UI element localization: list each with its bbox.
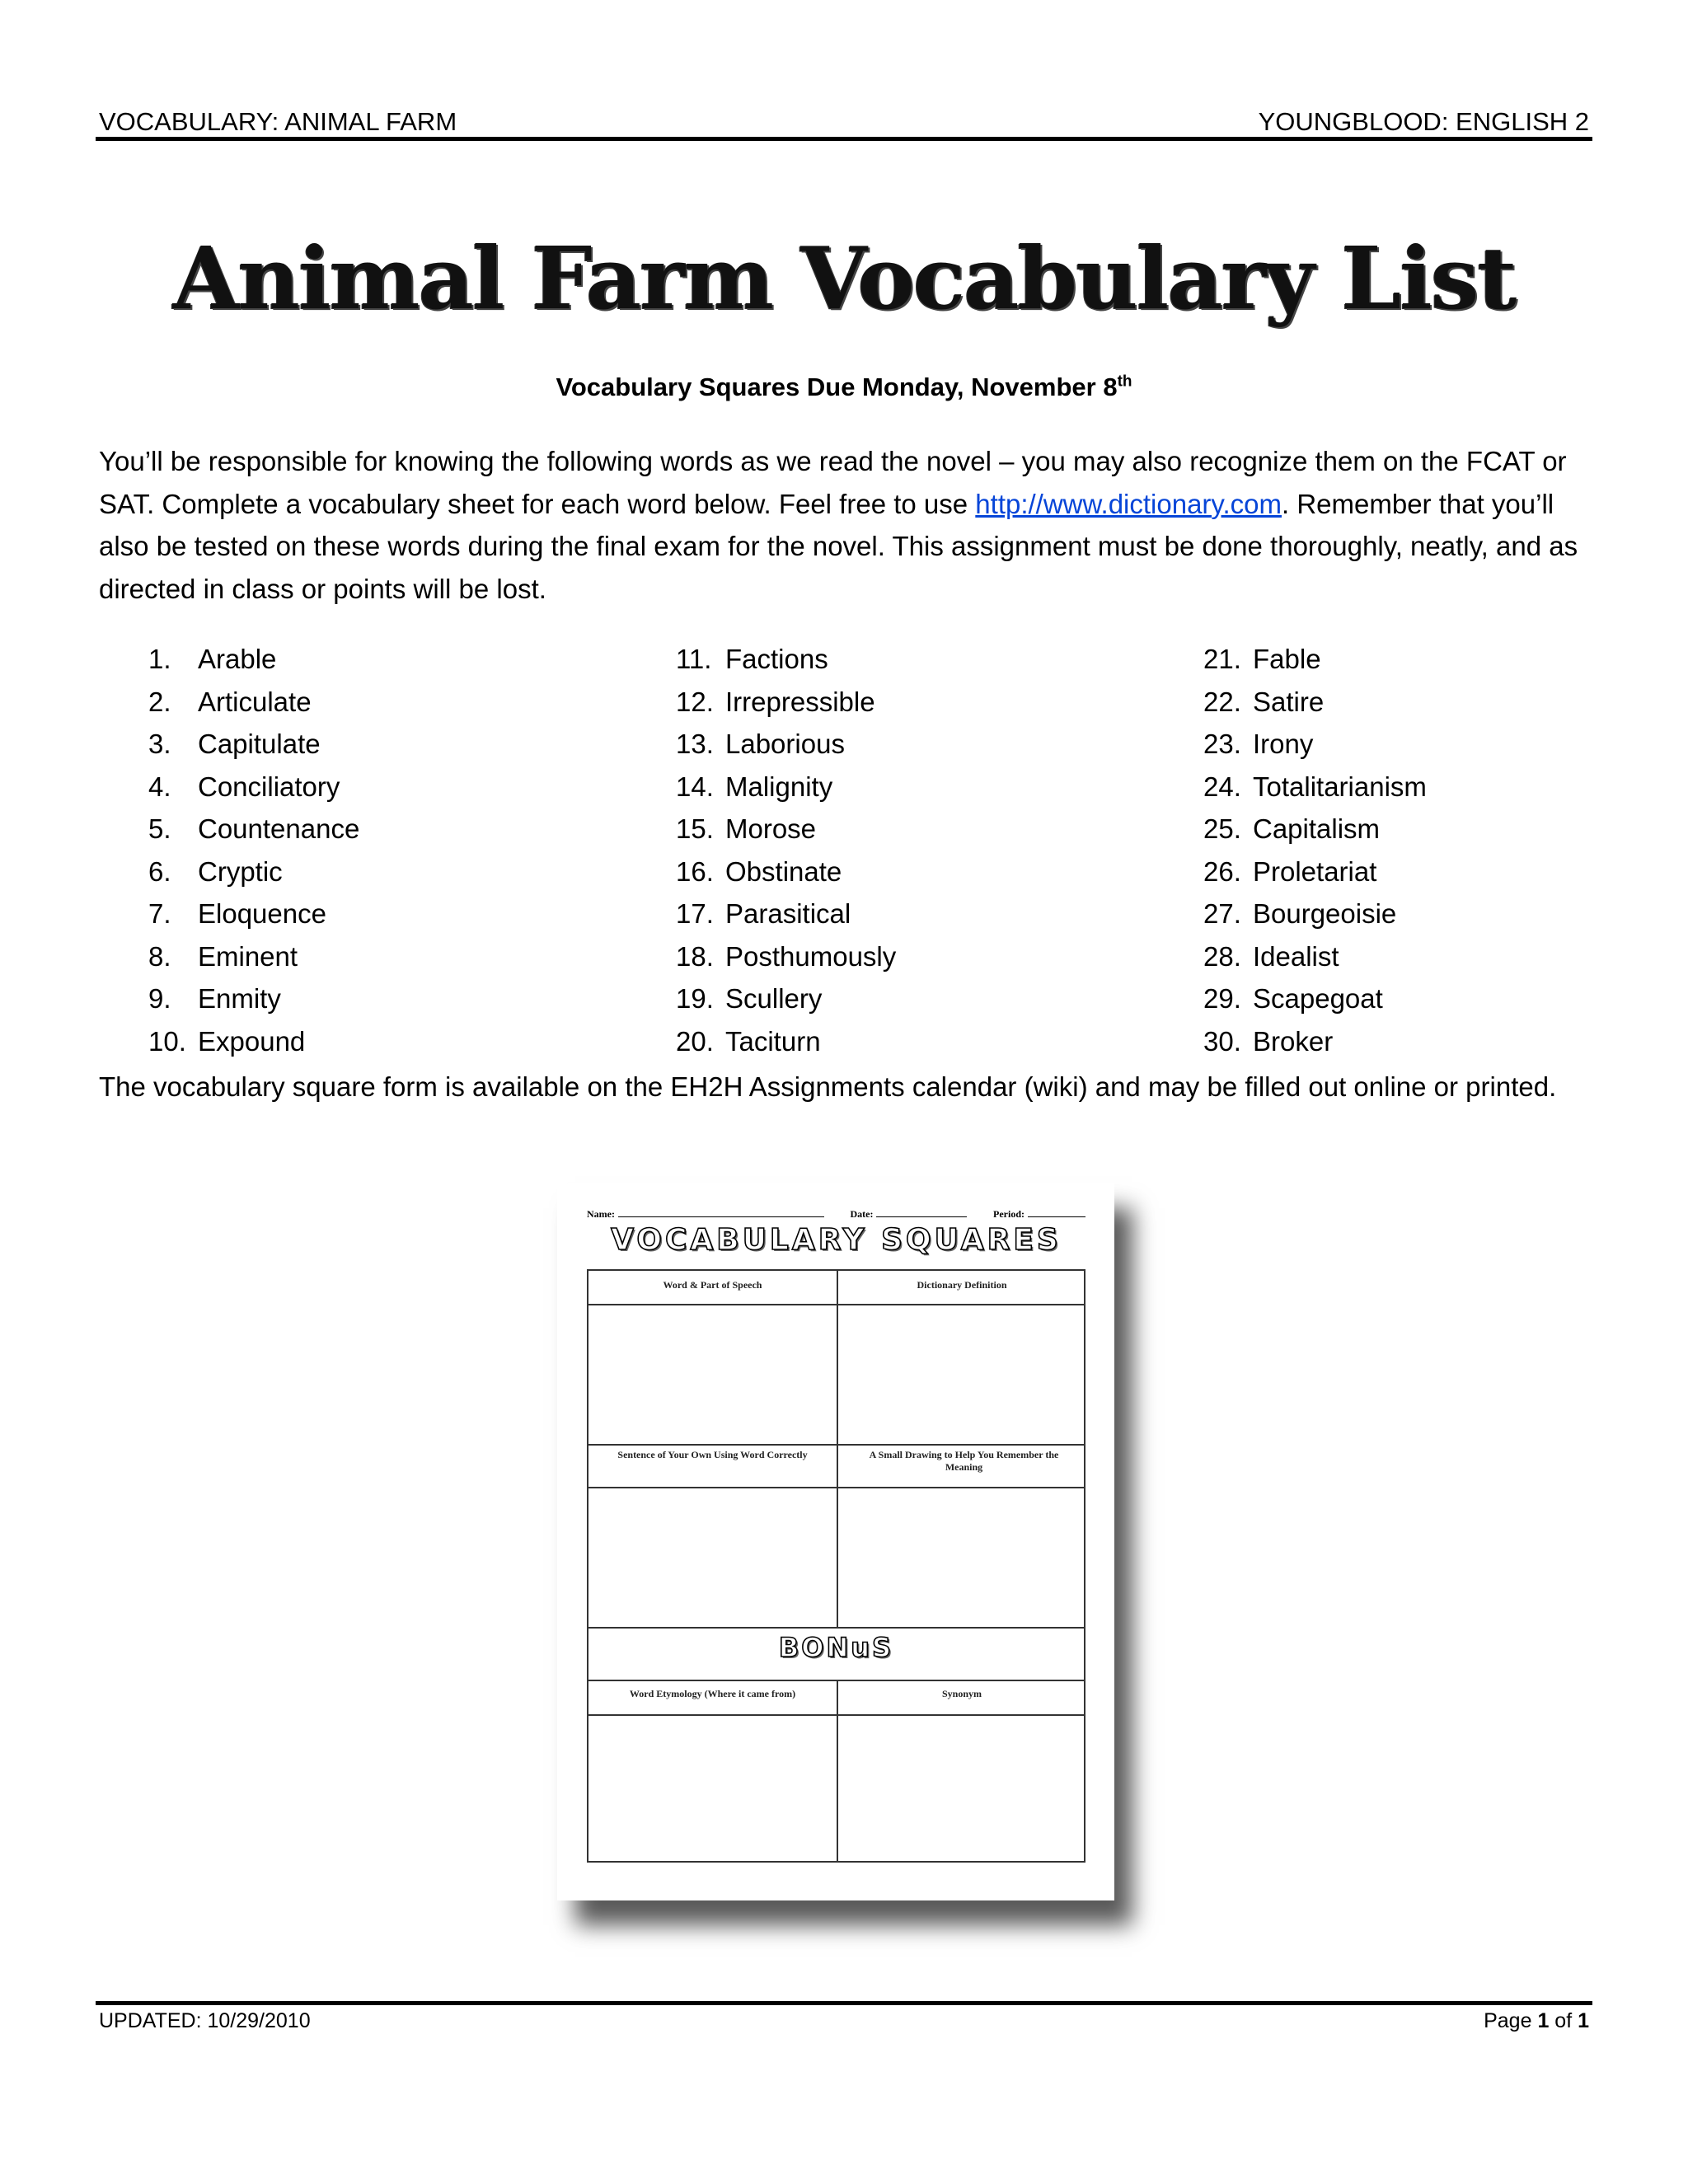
list-item: 18. Posthumously [676,940,897,972]
subtitle-sup: th [1117,373,1132,391]
grid-line [837,1271,838,1627]
list-item: 10. Expound [148,1025,306,1057]
intro-paragraph [99,440,1592,610]
grid-line [588,1627,1084,1629]
vocabulary-squares-form-preview [557,1183,1114,1900]
cell-dictionary-definition: Dictionary Definition [917,1279,1007,1291]
page-footer [99,2009,1589,2033]
bonus-label: BONuS [778,1632,894,1663]
form-date-field: Date: [851,1208,968,1221]
dictionary-link[interactable]: http://www.dictionary.com [975,488,1282,519]
list-item: 2. Articulate [148,686,312,717]
form-availability-note: The vocabulary square form is available on the EH2H Assignments calendar (wiki) and may be filled out online or printed. [99,1071,1557,1102]
list-item: 14. Malignity [676,771,833,802]
cell-drawing: A Small Drawing to Help You Remember the Meaning [869,1449,1059,1473]
page-title: Animal Farm Vocabulary List [172,227,1516,329]
due-date-subtitle [0,373,1688,402]
intro-part2: . Remember that you’ll also be tested on these words during the final exam for the novel. This assignment must be done thoroughly, neatly, and as directed in class or points will be lost. [99,488,1578,604]
list-item: 21. Fable [1203,644,1321,674]
list-item: 26. Proletariat [1203,855,1377,887]
list-item: 25. Capitalism [1203,813,1381,844]
header-right: YOUNGBLOOD: ENGLISH 2 [1258,107,1589,136]
grid-line [837,1680,838,1863]
list-item: 8. Eminent [148,940,298,972]
cell-word-part-of-speech: Word & Part of Speech [663,1279,762,1291]
list-item: 6. Cryptic [148,855,283,887]
cell-synonym: Synonym [941,1688,982,1699]
list-item: 23. Irony [1203,729,1314,759]
form-grid [587,1269,1085,1863]
list-item: 17. Parasitical [676,898,851,929]
header-divider [96,137,1592,141]
cell-etymology: Word Etymology (Where it came from) [629,1688,796,1699]
list-item: 20. Taciturn [676,1025,821,1057]
list-item: 19. Scullery [676,983,823,1014]
form-period-field: Period: [993,1208,1085,1221]
list-item: 27. Bourgeoisie [1203,898,1397,929]
list-item: 12. Irrepressible [676,686,875,717]
list-item: 15. Morose [676,813,817,844]
intro-part1: You’ll be responsible for knowing the following words as we read the novel – you may also recognize them on the FCAT or SAT. Complete a vocabulary sheet for each word below. Feel free to use [99,446,1567,519]
page-number: Page 1 of 1 [1484,2009,1589,2032]
form-title: VOCABULARY SQUARES [611,1223,1062,1257]
vocab-list-column-2 [676,638,896,1062]
form-name-field: Name: [587,1208,824,1221]
list-item: 9. Enmity [148,983,281,1014]
list-item: 30. Broker [1203,1025,1334,1057]
list-item: 16. Obstinate [676,855,842,887]
updated-date: UPDATED: 10/29/2010 [99,2009,311,2032]
cell-sentence: Sentence of Your Own Using Word Correctly [617,1449,808,1460]
vocab-list-column-3 [1203,638,1427,1062]
list-item: 24. Totalitarianism [1203,771,1427,802]
footer-divider [96,2001,1592,2005]
list-item: 7. Eloquence [148,898,326,929]
list-item: 11. Factions [676,644,828,674]
list-item: 5. Countenance [148,813,360,844]
list-item: 1. Arable [148,644,277,674]
vocab-list-column-1 [148,638,359,1062]
page-header [99,101,1589,137]
list-item: 29. Scapegoat [1203,983,1383,1014]
list-item: 4. Conciliatory [148,771,340,802]
list-item: 22. Satire [1203,686,1325,717]
header-left: VOCABULARY: ANIMAL FARM [99,107,457,136]
list-item: 28. Idealist [1203,940,1339,972]
list-item: 3. Capitulate [148,729,321,759]
list-item: 13. Laborious [676,729,845,759]
form-name-date-period [587,1208,1085,1221]
subtitle-text: Vocabulary Squares Due Monday, November 8 [556,373,1118,401]
